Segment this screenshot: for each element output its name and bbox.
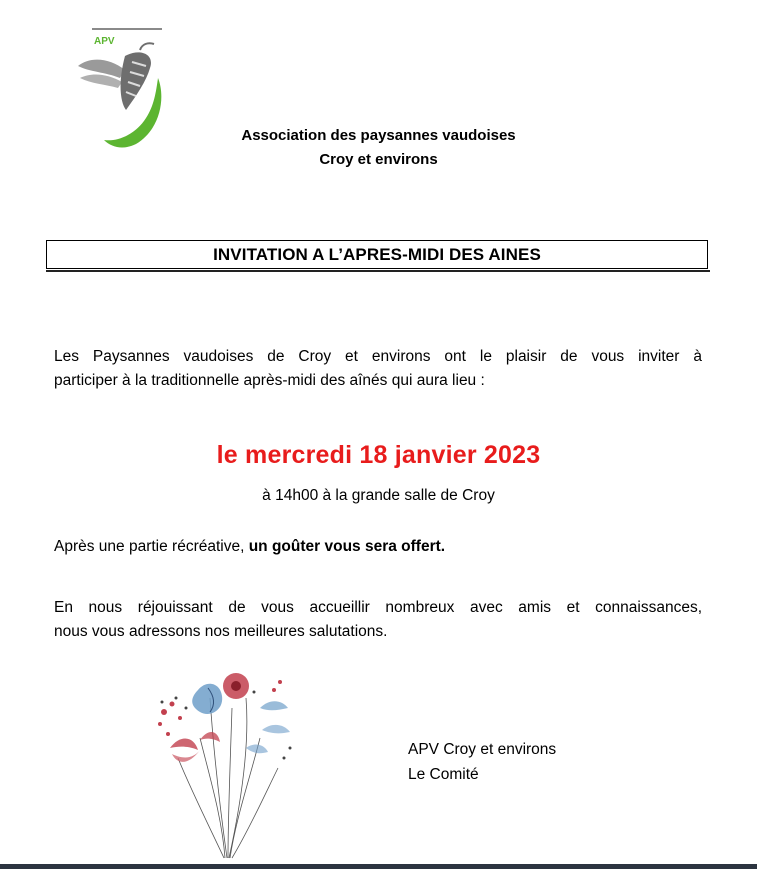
signature-block (408, 737, 556, 787)
signature-committee: Le Comité (408, 766, 479, 783)
closing-line-2: nous vous adressons nos meilleures salutations. (54, 623, 388, 640)
intro-line-2: participer à la traditionnelle après-midi des aînés qui aura lieu : (54, 372, 485, 389)
invitation-title-text: INVITATION A L’APRES-MIDI DES AINES (213, 244, 541, 264)
activity-paragraph (54, 535, 702, 559)
flower-bouquet-illustration (150, 668, 300, 863)
title-underline (46, 270, 710, 272)
signature-org: APV Croy et environs (408, 741, 557, 758)
intro-paragraph (54, 345, 702, 393)
invitation-title (46, 240, 708, 269)
event-time-place: à 14h00 à la grande salle de Croy (262, 487, 495, 504)
org-name: Association des paysannes vaudoises (241, 127, 516, 144)
activity-text: Après une partie récréative, (54, 538, 249, 555)
logo-text: APV (94, 36, 115, 47)
org-location: Croy et environs (319, 151, 438, 168)
bottom-border (0, 864, 757, 869)
closing-line-1: En nous réjouissant de vous accueillir nombreux avec amis et connaissances, (54, 599, 702, 616)
event-date: le mercredi 18 janvier 2023 (216, 441, 541, 469)
closing-paragraph (54, 596, 702, 644)
intro-line-1: Les Paysannes vaudoises de Croy et environs ont le plaisir de vous inviter à (54, 348, 702, 365)
activity-bold-text: un goûter vous sera offert. (248, 538, 446, 555)
